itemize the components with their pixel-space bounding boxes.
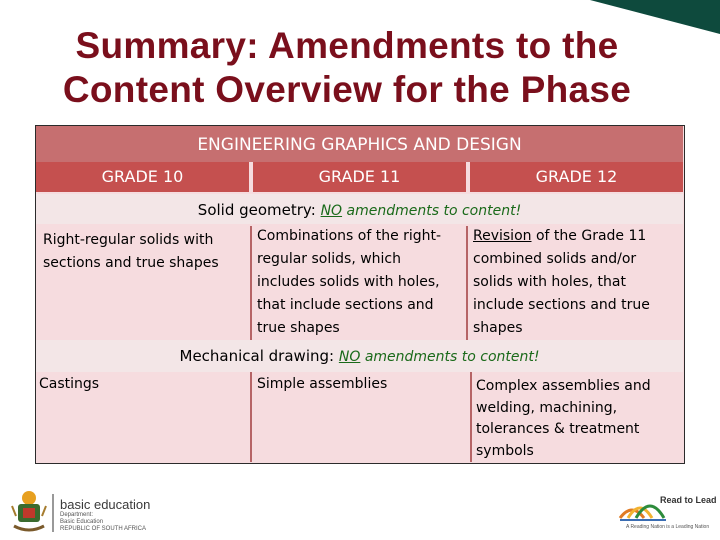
divider [470, 372, 472, 462]
solid-g12-line-rest: of the Grade 11 [535, 228, 647, 244]
mech-grade-10 [39, 373, 239, 396]
solid-geometry-note [321, 203, 522, 219]
dept-line: Basic Education [60, 519, 104, 525]
solid-grade-11 [257, 225, 467, 340]
mech-g10-line: Castings [39, 376, 100, 392]
solid-g12-line: combined solids and/or [473, 251, 637, 267]
mech-g12-line: Complex assemblies and [476, 378, 651, 394]
grade-header-row [36, 162, 683, 194]
solid-no: NO [320, 203, 343, 219]
solid-g11-line: regular solids, which [257, 251, 401, 267]
dept-name: basic education [60, 497, 151, 512]
slide-title [0, 24, 694, 112]
title-line-2: Content Overview for the Phase [62, 69, 632, 110]
subject-header: ENGINEERING GRAPHICS AND DESIGN [36, 126, 683, 162]
read-to-lead-logo-icon [618, 488, 668, 522]
solid-g12-line [473, 225, 683, 248]
footer-divider [52, 494, 54, 532]
solid-g11-line: includes solids with holes, [257, 274, 440, 290]
mechanical-note [339, 349, 540, 365]
mech-g12-line: welding, machining, [476, 399, 618, 416]
solid-note-text: amendments to content! [346, 203, 522, 219]
mech-g11-line: Simple assemblies [257, 376, 388, 392]
solid-g12-line: solids with holes, that [473, 274, 626, 290]
mech-no: NO [338, 349, 361, 365]
solid-grade-12 [473, 225, 683, 340]
mech-note-text: amendments to content! [364, 349, 540, 365]
divider [466, 226, 468, 340]
solid-g11-line: Combinations of the right- [257, 228, 442, 244]
revision-word: Revision [473, 228, 532, 244]
grade-10-header: GRADE 10 [36, 162, 249, 192]
solid-g11-line: true shapes [257, 320, 340, 336]
read-to-lead-tagline: A Reading Nation is a Leading Nation [626, 524, 710, 530]
mech-g12-line: tolerances & treatment [476, 421, 640, 437]
solid-g12-line: include sections and true [473, 297, 650, 313]
dept-line: REPUBLIC OF SOUTH AFRICA [60, 526, 147, 532]
coat-of-arms-icon [10, 486, 48, 534]
mech-grade-11 [257, 373, 467, 396]
grade-12-header: GRADE 12 [470, 162, 683, 192]
mech-grade-12 [476, 376, 683, 462]
dept-details [60, 512, 146, 533]
content-table [35, 125, 685, 464]
mechanical-heading: Mechanical drawing: [179, 347, 335, 365]
grade-11-header: GRADE 11 [253, 162, 466, 192]
solid-g12-line: shapes [473, 320, 523, 336]
mechanical-drawing-band [36, 340, 683, 372]
solid-grade-10 [43, 229, 243, 275]
solid-geometry-heading: Solid geometry: [197, 201, 316, 219]
solid-g11-line: that include sections and [257, 297, 434, 313]
title-line-1: Summary: Amendments to the [75, 25, 619, 66]
solid-g10-line: sections and true shapes [43, 255, 219, 271]
divider [250, 372, 252, 462]
solid-geometry-band [36, 194, 683, 224]
mech-g12-line: symbols [476, 442, 534, 459]
solid-g10-line: Right-regular solids with [43, 232, 214, 248]
read-to-lead-title: Read to Lead [660, 495, 717, 505]
divider [250, 226, 252, 340]
dept-line: Department: [60, 512, 94, 518]
